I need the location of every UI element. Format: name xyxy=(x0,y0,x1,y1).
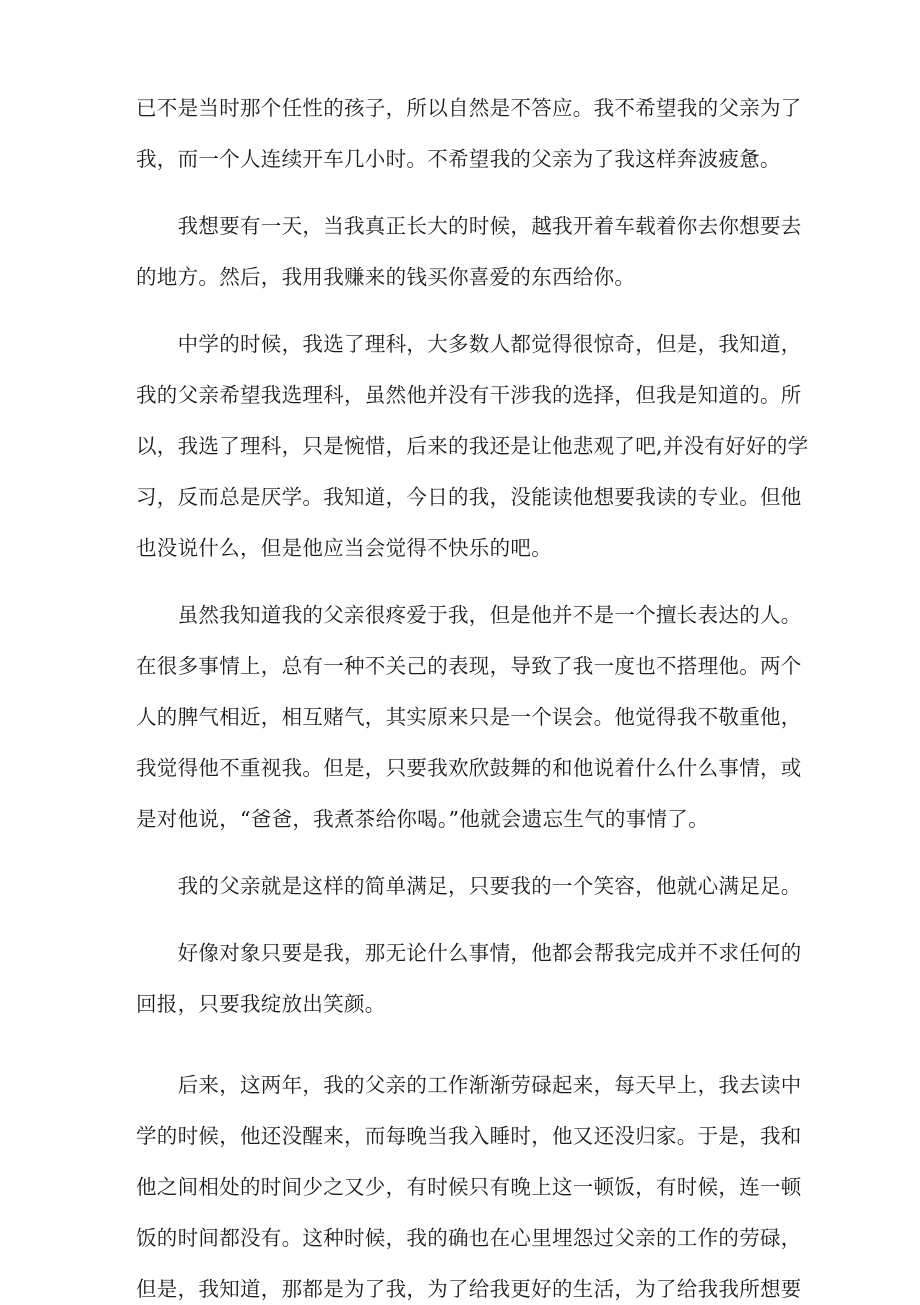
text-line: 我的父亲希望我选理科，虽然他并没有干涉我的选择，但我是知道的。所 xyxy=(136,383,802,407)
document-page xyxy=(136,93,809,1305)
text-line: 后来，这两年，我的父亲的工作渐渐劳碌起来，每天早上，我去读中 xyxy=(136,1073,802,1097)
text-line: 是对他说，“爸爸，我煮茶给你喝。”他就会遗忘生气的事情了。 xyxy=(136,807,709,831)
text-line: 饭的时间都没有。这种时候，我的确也在心里埋怨过父亲的工作的劳碌， xyxy=(136,1226,802,1250)
text-line: 虽然我知道我的父亲很疼爱于我，但是他并不是一个擅长表达的人。 xyxy=(136,603,802,627)
text-line: 也没说什么，但是他应当会觉得不快乐的吧。 xyxy=(136,536,552,560)
paragraph-6 xyxy=(136,938,802,1020)
paragraph-1 xyxy=(136,93,802,175)
paragraph-7 xyxy=(136,1070,802,1305)
text-line: 中学的时候，我选了理科，大多数人都觉得很惊奇，但是，我知道， xyxy=(136,332,802,356)
text-line: 我觉得他不重视我。但是，只要我欢欣鼓舞的和他说着什么什么事情，或 xyxy=(136,756,802,780)
paragraph-4 xyxy=(136,600,802,835)
text-line: 好像对象只要是我，那无论什么事情，他都会帮我完成并不求任何的 xyxy=(136,941,802,965)
text-line: 我的父亲就是这样的简单满足，只要我的一个笑容，他就心满足足。 xyxy=(136,874,802,898)
text-line: 习，反而总是厌学。我知道，今日的我，没能读他想要我读的专业。但他 xyxy=(136,485,802,509)
text-line: 学的时候，他还没醒来，而每晚当我入睡时，他又还没归家。于是，我和 xyxy=(136,1124,802,1148)
text-line: 我想要有一天，当我真正长大的时候，越我开着车载着你去你想要去 xyxy=(136,214,802,238)
text-line: 我，而一个人连续开车几小时。不希望我的父亲为了我这样奔波疲惫。 xyxy=(136,147,781,171)
paragraph-5 xyxy=(136,871,802,902)
text-line: 他之间相处的时间少之又少，有时候只有晚上这一顿饭，有时候，连一顿 xyxy=(136,1175,802,1199)
text-line: 在很多事情上，总有一种不关己的表现，导致了我一度也不搭理他。两个 xyxy=(136,654,802,678)
text-line: 的地方。然后，我用我赚来的钱买你喜爱的东西给你。 xyxy=(136,265,636,289)
text-line: 人的脾气相近，相互赌气，其实原来只是一个误会。他觉得我不敬重他， xyxy=(136,705,802,729)
text-line: 回报，只要我绽放出笑颜。 xyxy=(136,992,386,1016)
paragraph-3 xyxy=(136,329,809,564)
text-line: 已不是当时那个任性的孩子，所以自然是不答应。我不希望我的父亲为了 xyxy=(136,96,802,120)
paragraph-2 xyxy=(136,211,802,293)
text-line: 以，我选了理科，只是惋惜，后来的我还是让他悲观了吧,并没有好好的学 xyxy=(136,434,809,458)
text-line: 但是，我知道，那都是为了我，为了给我更好的生活，为了给我我所想要 xyxy=(136,1277,802,1301)
